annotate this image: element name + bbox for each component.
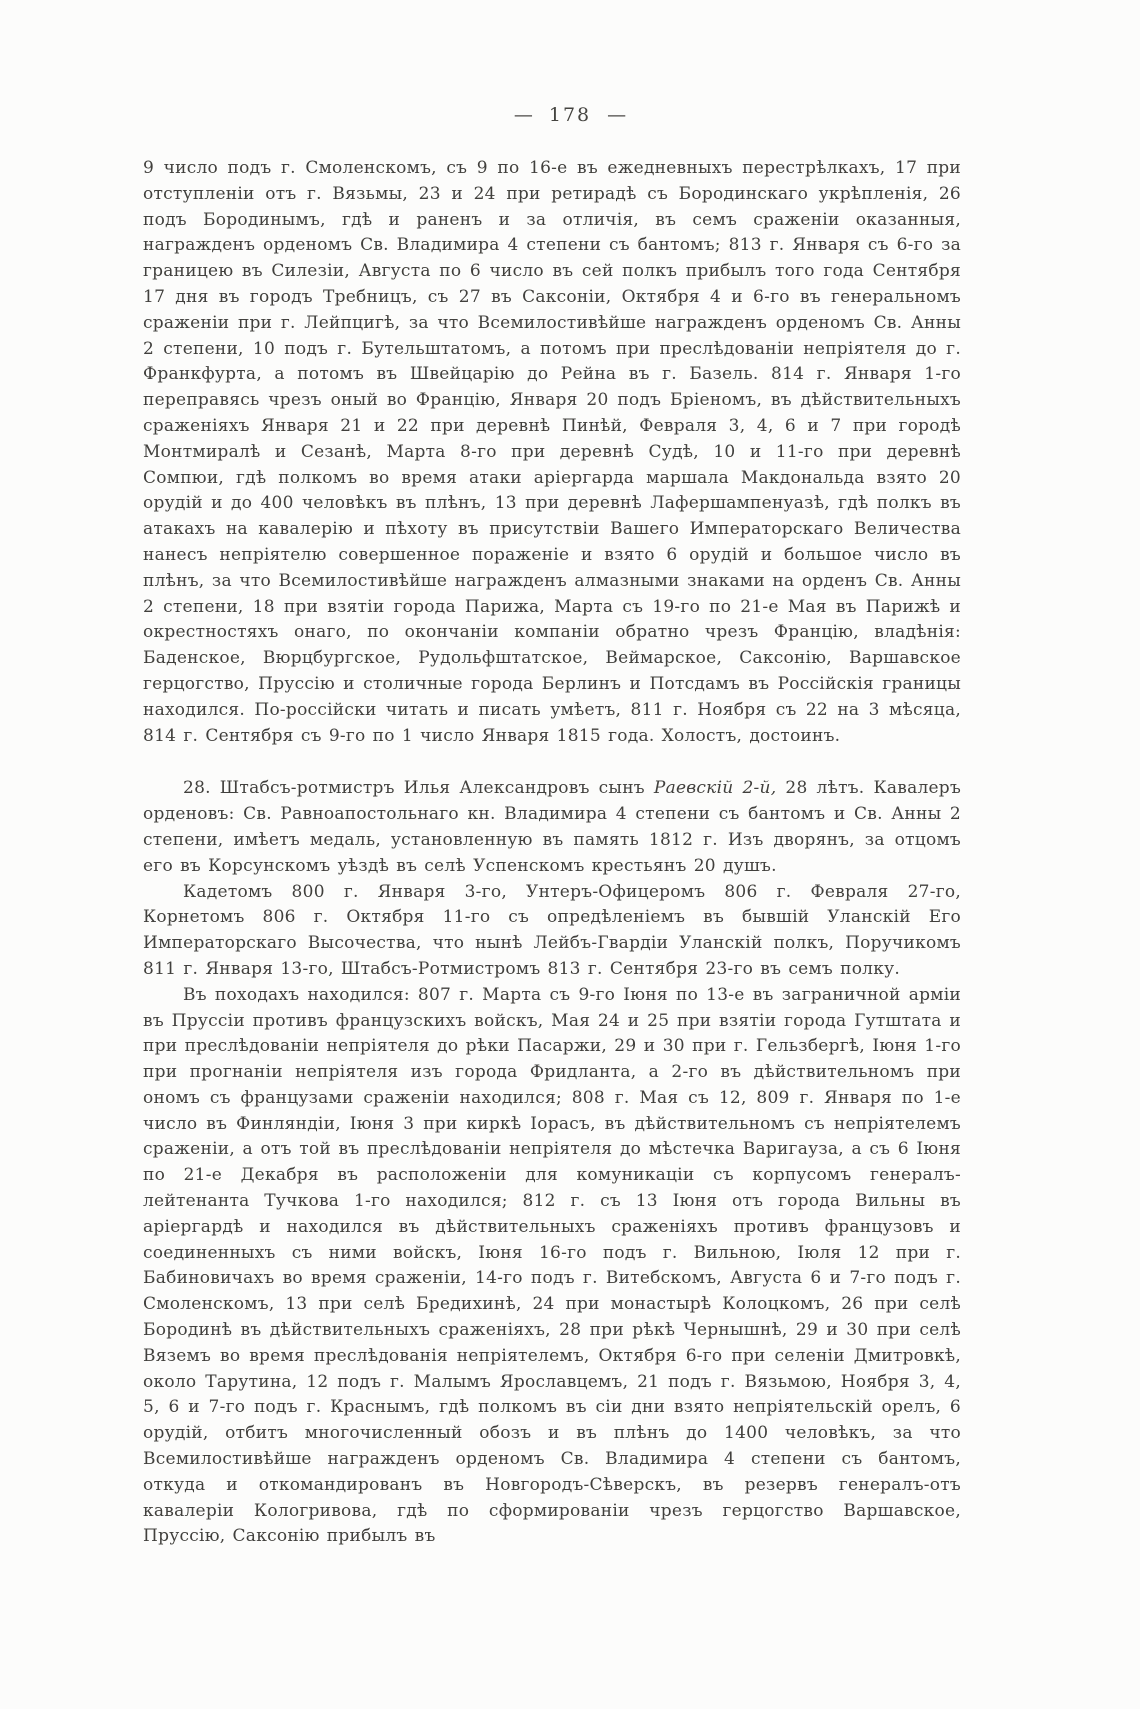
text-block — [143, 156, 961, 1550]
page-number: 178 — [548, 104, 592, 126]
paragraph-continuation: 9 число подъ г. Смоленскомъ, съ 9 по 16-е въ ежедневныхъ перестрѣлкахъ, 17 при отступленіи отъ г. Вязьмы, 23 и 24 при ретирадѣ съ Бородинскаго укрѣпленія, 26 подъ Бородинымъ, гдѣ и раненъ и за отличія, въ семъ сраженіи оказанныя, награжденъ орденомъ Св. Владимира 4 степени съ бантомъ; 813 г. Января съ 6-го за границею въ Силезіи, Августа по 6 число въ сей полкъ прибылъ того года Сентября 17 дня въ городъ Требницъ, съ 27 въ Саксоніи, Октября 4 и 6-го въ генеральномъ сраженіи при г. Лейпцигѣ, за что Всемилостивѣйше награжденъ орденомъ Св. Анны 2 степени, 10 подъ г. Бутельштатомъ, а потомъ при преслѣдованіи непріятеля до г. Франкфурта, а потомъ въ Швейцарію до Рейна въ г. Базель. 814 г. Января 1-го переправясь чрезъ оный во Францію, Января 20 подъ Бріеномъ, въ дѣйствительныхъ сраженіяхъ Января 21 и 22 при деревнѣ Пинѣй, Февраля 3, 4, 6 и 7 при городѣ Монтмиралѣ и Сезанѣ, Марта 8-го при деревнѣ Судѣ, 10 и 11-го при деревнѣ Сомпюи, гдѣ полкомъ во время атаки аріергарда маршала Макдональда взято 20 орудій и до 400 человѣкъ въ плѣнъ, 13 при деревнѣ Лафершампенуазѣ, гдѣ полкъ въ атакахъ на кавалерію и пѣхоту въ присутствіи Вашего Императорскаго Величества нанесъ непріятелю совершенное пораженіе и взято 6 орудій и большое число въ плѣнъ, за что Всемилостивѣйше награжденъ алмазными знаками на орденъ Св. Анны 2 степени, 18 при взятіи города Парижа, Марта съ 19-го по 21-е Мая въ Парижѣ и окрестностяхъ онаго, по окончаніи компаніи обратно чрезъ Францію, владѣнія: Баденское, Вюрцбургское, Рудольфштатское, Веймарское, Саксонію, Варшавское герцогство, Пруссію и столичные города Берлинъ и Потсдамъ въ Россійскія границы находился. По-россійски читать и писать умѣетъ, 811 г. Ноября съ 22 на 3 мѣсяца, 814 г. Сентября съ 9-го по 1 число Января 1815 года. Холостъ, достоинъ. — [143, 158, 961, 746]
entry-name-italic: Раевскій 2-й, — [653, 778, 777, 799]
entry-intro: 28. Штабсъ-ротмистръ Илья Александровъ сынъ — [183, 778, 654, 799]
header-dash-left: — — [513, 104, 533, 126]
header-dash-right: — — [607, 104, 627, 126]
paragraph-service: Кадетомъ 800 г. Января 3-го, Унтеръ-Офицеромъ 806 г. Февраля 27-го, Корнетомъ 806 г. Октября 11-го съ опредѣленіемъ въ бывшій Уланскій Его Императорскаго Высочества, что нынѣ Лейбъ-Гвардіи Уланскій полкъ, Поручикомъ 811 г. Января 13-го, Штабсъ-Ротмистромъ 813 г. Сентября 23-го въ семъ полку. — [143, 881, 961, 979]
paragraph-entry — [143, 776, 961, 879]
paragraph-campaigns: Въ походахъ находился: 807 г. Марта съ 9-го Іюня по 13-е въ заграничной арміи въ Пруссіи противъ французскихъ войскъ, Мая 24 и 25 при взятіи города Гутштата и при преслѣдованіи непріятеля до рѣки Пасаржи, 29 и 30 при г. Гельзбергѣ, Іюня 1-го при прогнаніи непріятеля изъ города Фридланта, а 2-го въ дѣйствительномъ при ономъ съ французами сраженіи находился; 808 г. Мая съ 12, 809 г. Января по 1-е число въ Финляндіи, Іюня 3 при киркѣ Іорасъ, въ дѣйствительномъ съ непріятелемъ сраженіи, а отъ той въ преслѣдованіи непріятеля до мѣстечка Варигауза, а съ 6 Іюня по 21-е Декабря въ расположеніи для комуникаціи съ корпусомъ генералъ-лейтенанта Тучкова 1-го находился; 812 г. съ 13 Іюня отъ города Вильны въ аріергардѣ и находился въ дѣйствительныхъ сраженіяхъ противъ французовъ и соединенныхъ съ ними войскъ, Іюня 16-го подъ г. Вильною, Іюля 12 при г. Бабиновичахъ во время сраженіи, 14-го подъ г. Витебскомъ, Августа 6 и 7-го подъ г. Смоленскомъ, 13 при селѣ Бредихинѣ, 24 при монастырѣ Колоцкомъ, 26 при селѣ Бородинѣ въ дѣйствительныхъ сраженіяхъ, 28 при рѣкѣ Чернышнѣ, 29 и 30 при селѣ Вяземъ во время преслѣдованія непріятелемъ, Октября 6-го при селеніи Дмитровкѣ, около Тарутина, 12 подъ г. Малымъ Ярославцемъ, 21 подъ г. Вязьмою, Ноября 3, 4, 5, 6 и 7-го подъ г. Краснымъ, гдѣ полкомъ въ сіи дни взято непріятельскій орелъ, 6 орудій, отбитъ многочисленный обозъ и въ плѣнъ до 1400 человѣкъ, за что Всемилостивѣйше награжденъ орденомъ Св. Владимира 4 степени съ бантомъ, откуда и откомандированъ въ Новгородъ-Сѣверскъ, въ резервъ генералъ-отъ кавалеріи Кологривова, гдѣ по сформированіи чрезъ герцогство Варшавское, Пруссію, Саксонію прибылъ въ — [143, 984, 961, 1547]
entry-rest: 28 лѣтъ. Кавалеръ орденовъ: Св. Равноапостольнаго кн. Владимира 4 степени съ бантомъ и Св. Анны 2 степени, имѣетъ медаль, установленную въ память 1812 г. Изъ дворянъ, за отцомъ его въ Корсунскомъ уѣздѣ въ селѣ Успенскомъ крестьянъ 20 душъ. — [143, 778, 962, 876]
page-header — [0, 104, 1140, 126]
